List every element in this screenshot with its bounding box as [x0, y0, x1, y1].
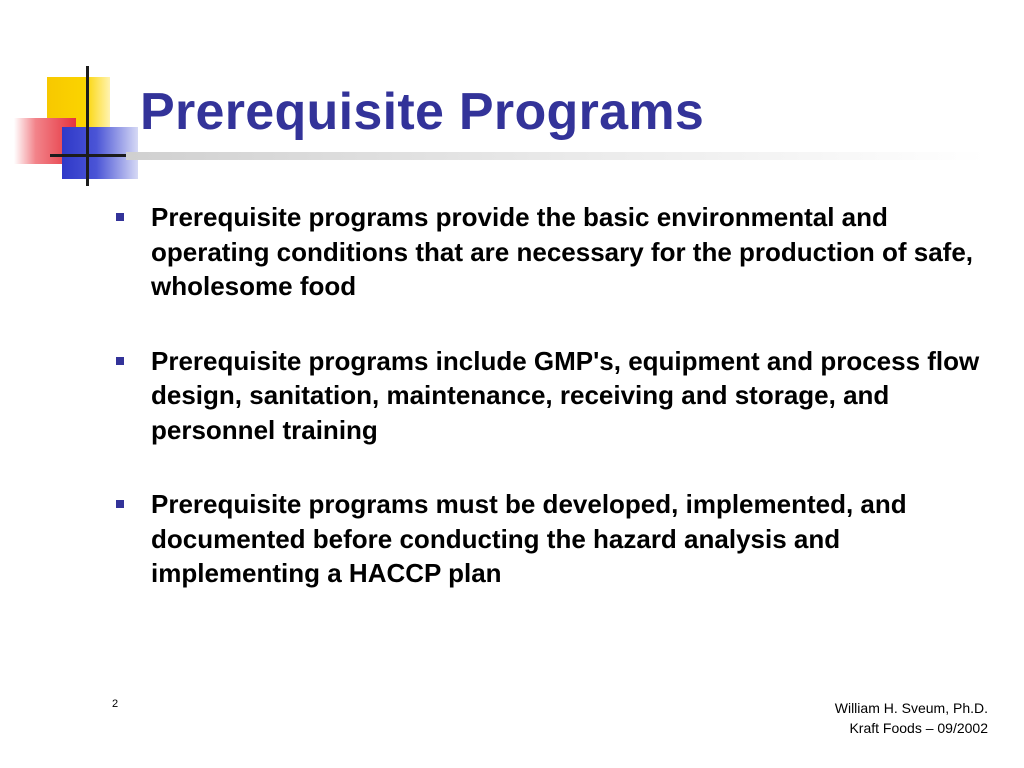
bullet-item	[116, 200, 996, 304]
horizontal-line	[50, 154, 130, 157]
bullet-list	[116, 200, 996, 631]
bullet-text: Prerequisite programs must be developed, implemented, and documented before conducting the hazard analysis and implementing a HACCP plan	[151, 489, 907, 588]
bullet-item	[116, 344, 996, 448]
square-bullet-icon	[116, 213, 124, 221]
footer-author: William H. Sveum, Ph.D.	[834, 700, 988, 716]
bullet-text: Prerequisite programs include GMP's, equipment and process flow design, sanitation, maintenance, receiving and storage, and personnel training	[151, 345, 980, 445]
bullet-text: Prerequisite programs provide the basic environmental and operating conditions that are necessary for the production of safe, wholesome food	[151, 202, 974, 301]
square-bullet-icon	[116, 357, 124, 365]
footer-credit	[835, 698, 988, 738]
decorative-squares-logo	[0, 0, 140, 190]
slide-title: Prerequisite Programs	[140, 83, 705, 141]
page-number: 2	[112, 698, 119, 710]
bullet-item	[116, 487, 996, 591]
square-bullet-icon	[116, 500, 124, 508]
footer-org-date: Kraft Foods – 09/2002	[849, 720, 988, 736]
vertical-line	[86, 66, 89, 186]
title-underline	[126, 152, 986, 160]
